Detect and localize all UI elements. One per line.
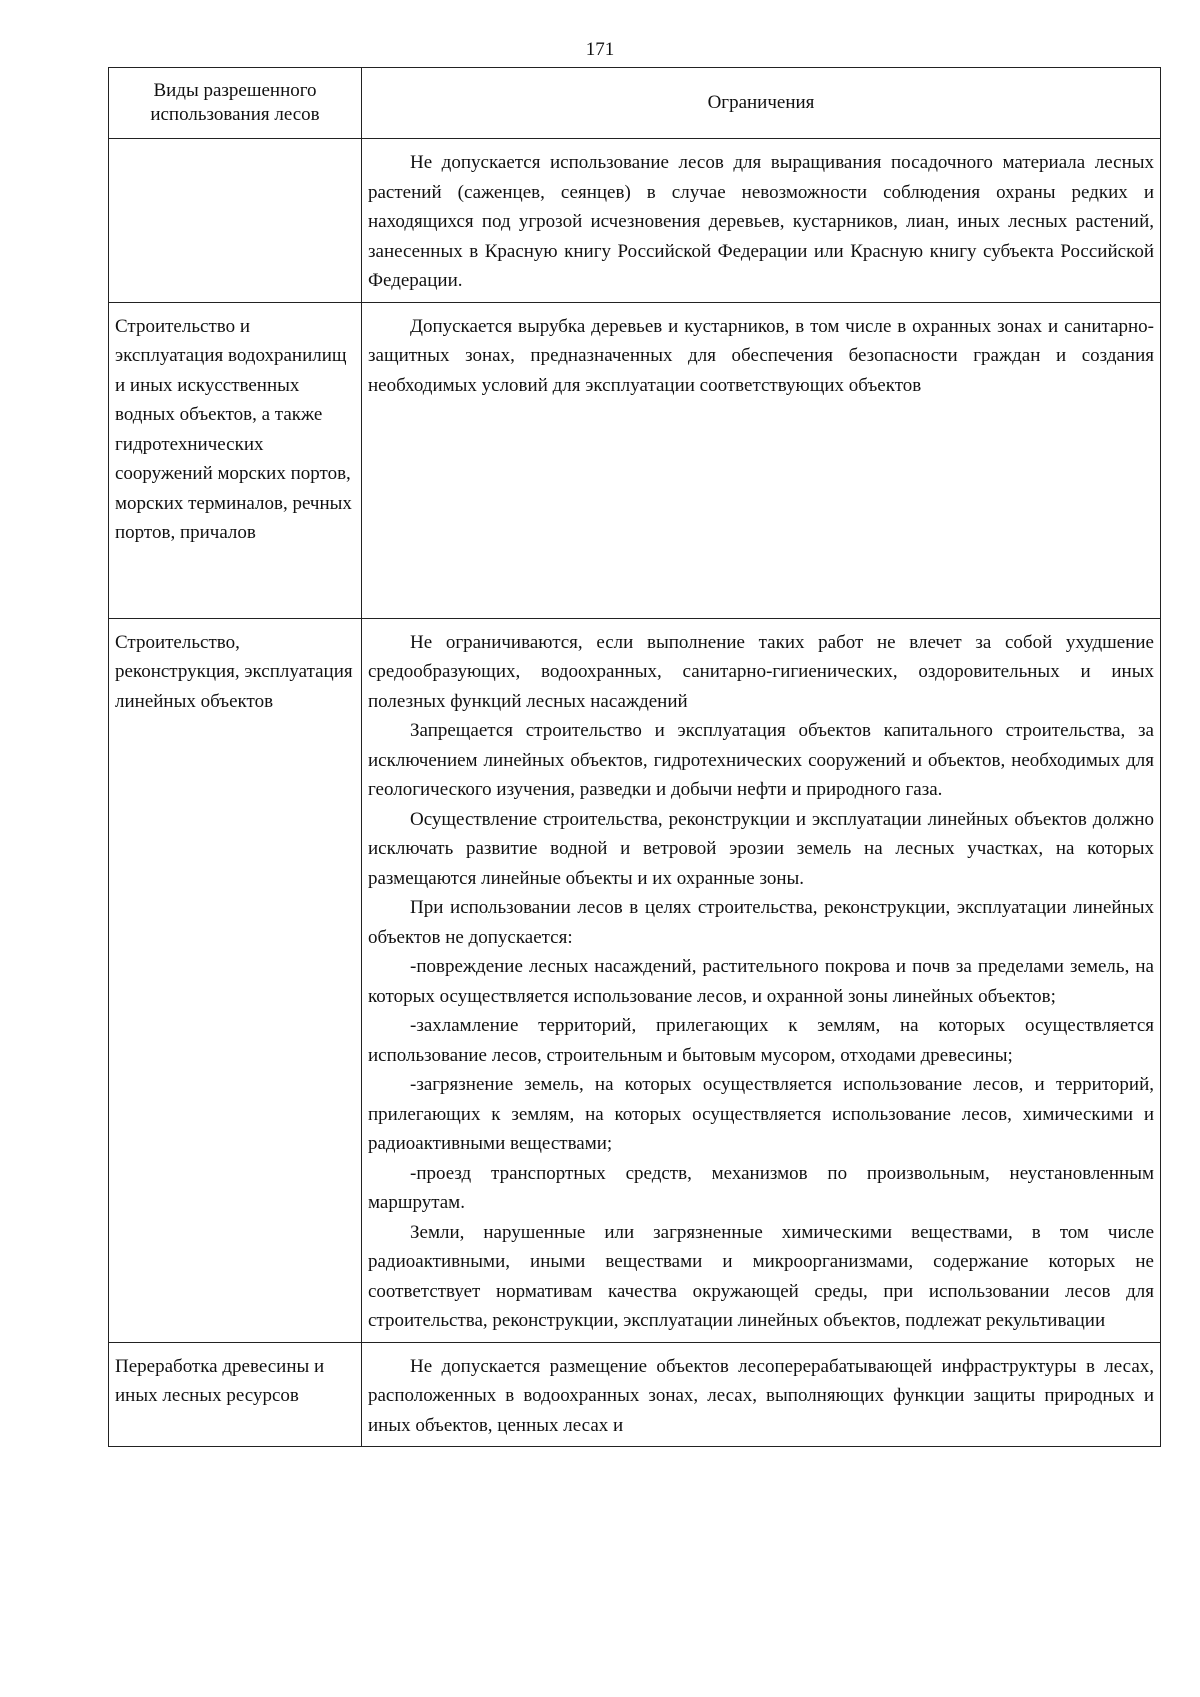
restriction-paragraph: -повреждение лесных насаждений, растительного покрова и почв за пределами земель, на которых осуществляется использование лесов, и охранной зоны линейных объектов; [368,956,1154,1007]
header-limits: Ограничения [362,68,1161,139]
row-limits-cell [362,618,1161,1342]
restriction-paragraph: Земли, нарушенные или загрязненные химическими веществами, в том числе радиоактивными, иными веществами и микроорганизмами, содержание которых не соответствует нормативам качества окружающей среды, при использовании лесов для строительства, реконструкции, эксплуатации линейных объектов, подлежат рекультивации [368,1221,1154,1331]
table-row [109,139,1161,303]
restriction-paragraph: Не допускается размещение объектов лесоперерабатывающей инфраструктуры в лесах, расположенных в водоохранных зонах, лесах, выполняющих функции защиты природных и иных объектов, ценных лесах и [368,1355,1154,1436]
restriction-paragraph: -загрязнение земель, на которых осуществляется использование лесов, и территорий, прилегающих к землям, на которых осуществляется использование лесов, химическими и радиоактивными веществами; [368,1074,1154,1154]
restriction-paragraph: -захламление территорий, прилегающих к землям, на которых осуществляется использование лесов, строительным и бытовым мусором, отходами древесины; [368,1015,1154,1066]
restriction-paragraph: Не допускается использование лесов для выращивания посадочного материала лесных растений (саженцев, сеянцев) в случае невозможности соблюдения охраны редких и находящихся под угрозой исчезновения деревьев, кустарников, лиан, иных лесных растений, занесенных в Красную книгу Российской Федерации или Красную книгу субъекта Российской Федерации. [368,152,1154,291]
restriction-paragraph: -проезд транспортных средств, механизмов по произвольным, неустановленным маршрутам. [368,1162,1154,1213]
table-row [109,618,1161,1342]
table-header-row [109,68,1161,139]
row-limits-cell [362,139,1161,303]
restriction-paragraph: Запрещается строительство и эксплуатация объектов капитального строительства, за исключением линейных объектов, гидротехнических сооружений и объектов, необходимых для геологического изучения, разведки и добычи нефти и природного газа. [368,720,1154,800]
row-kind-cell: Переработка древесины и иных лесных ресурсов [109,1342,362,1446]
header-kind: Виды разрешенного использования лесов [109,68,362,139]
table-row [109,1342,1161,1446]
row-limits-cell [362,1342,1161,1446]
page-number: 171 [585,39,615,60]
row-limits-cell [362,302,1161,618]
restriction-paragraph: При использовании лесов в целях строительства, реконструкции, эксплуатации линейных объектов не допускается: [368,897,1154,948]
row-kind-cell [109,139,362,303]
row-kind-cell: Строительство и эксплуатация водохранилищ и иных искусственных водных объектов, а также гидротехнических сооружений морских портов, морских терминалов, речных портов, причалов [109,302,362,618]
restrictions-table [108,67,1161,1447]
table-row [109,302,1161,618]
row-kind-cell: Строительство, реконструкция, эксплуатация линейных объектов [109,618,362,1342]
restriction-paragraph: Не ограничиваются, если выполнение таких работ не влечет за собой ухудшение средообразующих, водоохранных, санитарно-гигиенических, оздоровительных и иных полезных функций лесных насаждений [368,631,1154,712]
restriction-paragraph: Допускается вырубка деревьев и кустарников, в том числе в охранных зонах и санитарно-защитных зонах, предназначенных для обеспечения безопасности граждан и создания необходимых условий для эксплуатации соответствующих объектов [368,315,1154,396]
restriction-paragraph: Осуществление строительства, реконструкции и эксплуатации линейных объектов должно исключать развитие водной и ветровой эрозии земель на лесных участках, на которых размещаются линейные объекты и их охранные зоны. [368,808,1154,889]
